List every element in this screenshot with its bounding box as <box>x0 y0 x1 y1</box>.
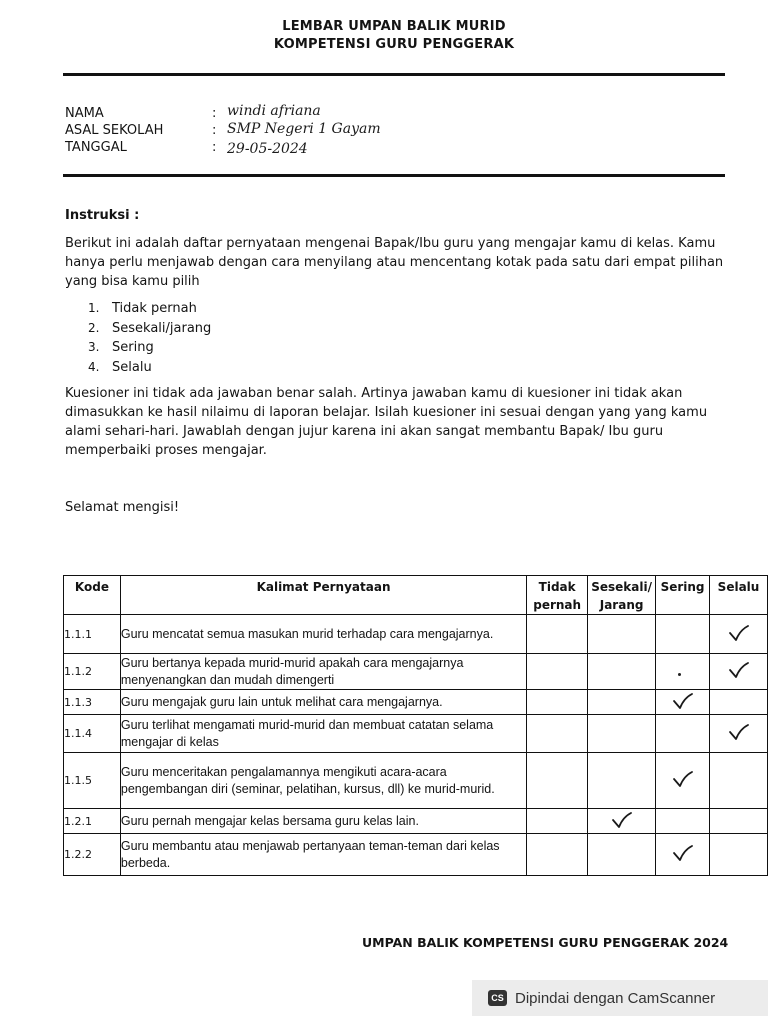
answer-cell-4[interactable] <box>710 753 768 809</box>
list-label: Sesekali/jarang <box>112 320 212 336</box>
row-kode: 1.1.5 <box>64 753 121 809</box>
answer-cell-2[interactable] <box>588 690 656 715</box>
closing-text: Selamat mengisi! <box>65 500 180 515</box>
row-statement: Guru mengajak guru lain untuk melihat cara mengajarnya. <box>120 690 526 715</box>
checkmark-icon <box>672 777 694 791</box>
table-row <box>64 690 768 715</box>
camscanner-logo-icon: CS <box>488 990 507 1006</box>
table-row <box>64 834 768 876</box>
info-label: NAMA <box>65 106 104 121</box>
answer-cell-4[interactable] <box>710 834 768 876</box>
answer-cell-1[interactable] <box>527 809 588 834</box>
checkmark-icon <box>611 818 633 832</box>
header-kode: Kode <box>64 576 121 615</box>
row-statement: Guru membantu atau menjawab pertanyaan teman-teman dari kelas berbeda. <box>120 834 526 876</box>
answer-cell-2[interactable] <box>588 753 656 809</box>
checkmark-icon <box>728 668 750 682</box>
info-colon: : <box>212 123 217 138</box>
header-line: Jarang <box>599 598 644 612</box>
table-header-row <box>64 576 768 615</box>
header-line: pernah <box>533 598 582 612</box>
answer-cell-3[interactable] <box>656 834 710 876</box>
disclaimer-paragraph: Kuesioner ini tidak ada jawaban benar salah. Artinya jawaban kamu di kuesioner ini tidak akan dimasukkan ke hasil nilaimu di laporan belajar. Isilah kuesioner ini sesuai dengan yang yang kamu alami sehari-hari. Jawablah dengan jujur karena ini akan sangat membantu Bapak/ Ibu guru memperbaiki proses mengajar. <box>65 386 708 458</box>
header-line: Sesekali/ <box>591 580 652 594</box>
camscanner-watermark <box>472 980 768 1016</box>
info-label: TANGGAL <box>65 140 127 155</box>
checkmark-icon <box>672 851 694 865</box>
answer-cell-3[interactable] <box>656 654 710 690</box>
list-number: 3. <box>88 340 100 354</box>
list-label: Sering <box>112 340 154 355</box>
row-statement: Guru bertanya kepada murid-murid apakah cara mengajarnya menyenangkan dan mudah dimengerti <box>120 654 526 690</box>
row-kode: 1.1.3 <box>64 690 121 715</box>
answer-cell-4[interactable] <box>710 690 768 715</box>
answer-options-list <box>88 299 211 377</box>
table-row <box>64 615 768 654</box>
handwritten-name: windi afriana <box>227 103 321 119</box>
checkmark-icon <box>728 730 750 744</box>
footer-text: UMPAN BALIK KOMPETENSI GURU PENGGERAK 2024 <box>362 935 729 950</box>
answer-cell-4[interactable] <box>710 615 768 654</box>
list-item <box>88 358 211 378</box>
answer-cell-2[interactable] <box>588 715 656 753</box>
questionnaire-table <box>63 575 768 876</box>
answer-cell-4[interactable] <box>710 654 768 690</box>
pen-mark-dot <box>678 673 681 676</box>
row-kode: 1.1.4 <box>64 715 121 753</box>
bottom-divider <box>63 174 725 177</box>
handwritten-date: 29-05-2024 <box>227 141 308 157</box>
row-statement: Guru pernah mengajar kelas bersama guru kelas lain. <box>120 809 526 834</box>
row-kode: 1.2.2 <box>64 834 121 876</box>
row-statement: Guru terlihat mengamati murid-murid dan membuat catatan selama mengajar di kelas <box>120 715 526 753</box>
answer-cell-2[interactable] <box>588 834 656 876</box>
answer-cell-2[interactable] <box>588 615 656 654</box>
instructions-paragraph: Berikut ini adalah daftar pernyataan mengenai Bapak/Ibu guru yang mengajar kamu di kelas. Kamu hanya perlu menjawab dengan cara menyilang atau mencentang kotak pada satu dari empat pilihan yang bisa kamu pilih <box>65 236 724 289</box>
answer-cell-1[interactable] <box>527 715 588 753</box>
info-label: ASAL SEKOLAH <box>65 123 164 138</box>
answer-cell-4[interactable] <box>710 715 768 753</box>
list-label: Selalu <box>112 359 152 375</box>
list-number: 2. <box>88 320 100 335</box>
answer-cell-1[interactable] <box>527 834 588 876</box>
header-selalu: Selalu <box>710 576 768 615</box>
info-colon: : <box>212 140 217 155</box>
row-kode: 1.1.2 <box>64 654 121 690</box>
answer-cell-4[interactable] <box>710 809 768 834</box>
answer-cell-1[interactable] <box>527 690 588 715</box>
checkmark-icon <box>672 699 694 713</box>
top-divider <box>63 73 725 76</box>
table-row <box>64 753 768 809</box>
header-tidak-pernah <box>527 576 588 615</box>
answer-cell-3[interactable] <box>656 753 710 809</box>
answer-cell-1[interactable] <box>527 615 588 654</box>
table-row <box>64 809 768 834</box>
answer-cell-1[interactable] <box>527 753 588 809</box>
list-item <box>88 299 211 319</box>
list-number: 1. <box>88 301 100 315</box>
form-title: LEMBAR UMPAN BALIK MURID <box>282 19 506 34</box>
table-row <box>64 715 768 753</box>
list-label: Tidak pernah <box>112 301 197 316</box>
header-statement: Kalimat Pernyataan <box>120 576 526 615</box>
info-colon: : <box>212 106 217 121</box>
row-kode: 1.2.1 <box>64 809 121 834</box>
answer-cell-3[interactable] <box>656 809 710 834</box>
list-number: 4. <box>88 359 100 374</box>
list-item <box>88 319 211 339</box>
row-statement: Guru menceritakan pengalamannya mengikuti acara-acara pengembangan diri (seminar, pelatihan, kursus, dll) ke murid-murid. <box>120 753 526 809</box>
checkmark-icon <box>728 631 750 645</box>
answer-cell-2[interactable] <box>588 809 656 834</box>
answer-cell-3[interactable] <box>656 715 710 753</box>
answer-cell-3[interactable] <box>656 690 710 715</box>
answer-cell-3[interactable] <box>656 615 710 654</box>
table-row <box>64 654 768 690</box>
camscanner-text: Dipindai dengan CamScanner <box>515 989 716 1007</box>
row-kode: 1.1.1 <box>64 615 121 654</box>
row-statement: Guru mencatat semua masukan murid terhadap cara mengajarnya. <box>120 615 526 654</box>
answer-cell-2[interactable] <box>588 654 656 690</box>
list-item <box>88 338 211 358</box>
answer-cell-1[interactable] <box>527 654 588 690</box>
header-line: Tidak <box>538 580 576 594</box>
header-sesekali <box>588 576 656 615</box>
form-subtitle: KOMPETENSI GURU PENGGERAK <box>273 37 515 52</box>
instructions-heading: Instruksi : <box>65 208 140 223</box>
header-sering: Sering <box>656 576 710 615</box>
handwritten-school: SMP Negeri 1 Gayam <box>227 121 381 137</box>
